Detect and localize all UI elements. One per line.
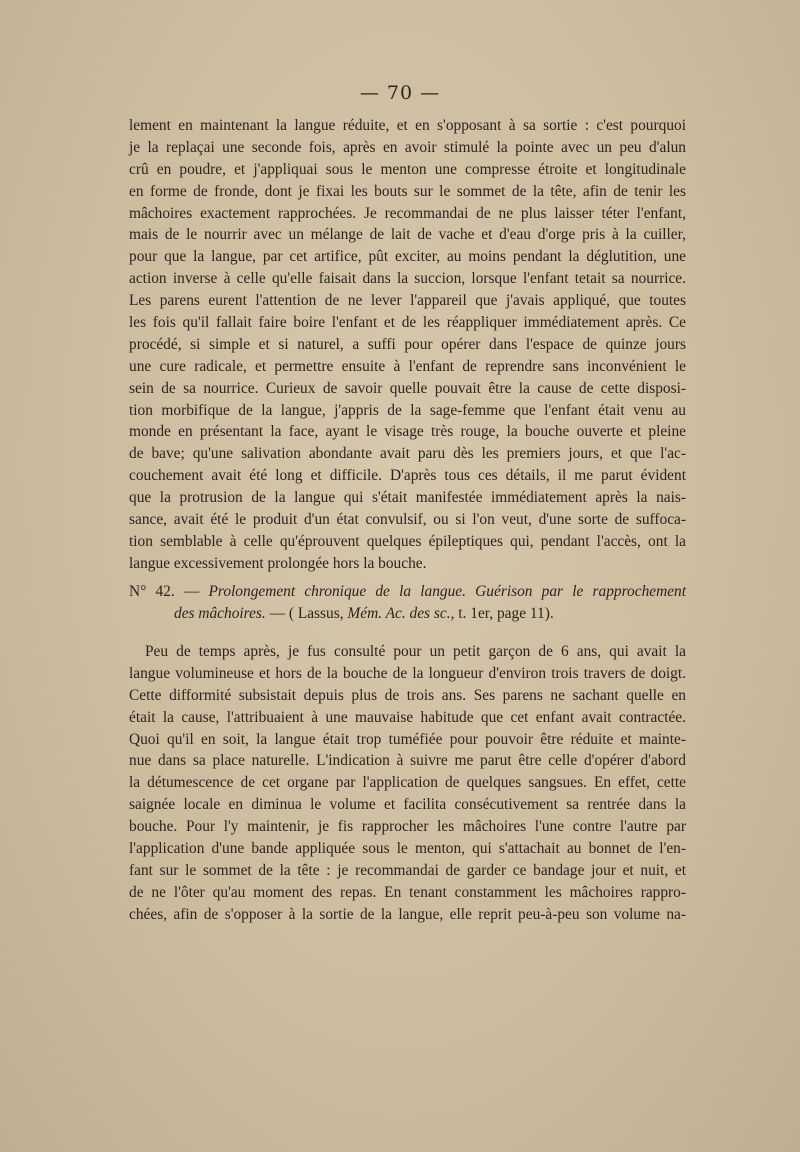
case-title-continued: des mâchoires.	[174, 604, 266, 622]
paragraph-1	[129, 115, 686, 575]
case-title: Prolongement chronique de la langue. Guérison par le rapprochement	[208, 583, 687, 600]
text-line: bouche. Pour l'y maintenir, je fis rapprocher les mâchoires l'une contre l'autre par	[129, 818, 686, 836]
text-line: langue excessivement prolongée hors la bouche.	[129, 554, 427, 572]
reference-journal: Mém. Ac. des sc.	[347, 604, 451, 622]
text-line: chées, afin de s'opposer à la sortie de la langue, elle reprit peu-à-peu son volume na-	[129, 905, 686, 923]
text-line: langue volumineuse et hors de la bouche de la longueur d'environ trois travers de doigt.	[129, 664, 686, 682]
text-line: l'application d'une bande appliquée sous le menton, qui s'attachait au bonnet de l'en-	[129, 840, 686, 858]
paragraph-2	[129, 641, 686, 926]
text-line: lement en maintenant la langue réduite, et en s'opposant à sa sortie : c'est pourquoi	[129, 117, 686, 134]
text-line: mâchoires exactement rapprochées. Je recommandai de ne plus laisser téter l'enfant,	[129, 204, 686, 222]
text-line: les fois qu'il fallait faire boire l'enfant et de les réappliquer immédiatement après. Ce	[129, 314, 686, 332]
text-line: était la cause, l'attribuaient à une mauvaise habitude que cet enfant avait contractée.	[129, 708, 686, 726]
text-line: action inverse à celle qu'elle faisait dans la succion, lorsque l'enfant tetait sa nourrice.	[129, 270, 686, 288]
heading-line-1	[129, 581, 686, 603]
text-line: procédé, si simple et si naturel, a suffi pour opérer dans l'espace de quinze jours	[129, 335, 686, 353]
text-line: Quoi qu'il en soit, la langue était trop tuméfiée pour pouvoir être réduite et mainte-	[129, 730, 686, 748]
text-line: pour que la langue, par cet artifice, pût exciter, au moins pendant la déglutition, une	[129, 248, 686, 266]
text-line: Les parens eurent l'attention de ne lever l'appareil que j'avais appliqué, que toutes	[129, 292, 686, 310]
text-line: de bave; qu'une salivation abondante avait paru dès les premiers jours, et que l'ac-	[129, 445, 686, 463]
text-line: Cette difformité subsistait depuis plus de trois ans. Ses parens ne sachant quelle en	[129, 686, 686, 704]
text-line: saignée locale en diminua le volume et facilita consécutivement sa rentrée dans la	[129, 796, 686, 814]
text-line: tion morbifique de la langue, j'appris de la sage-femme que l'enfant était venu au	[129, 401, 686, 419]
text-line: la détumescence de cet organe par l'application de quelques sangsues. En effet, cette	[129, 774, 686, 792]
reference-open: — ( Lassus,	[265, 604, 348, 622]
text-line: en forme de fronde, dont je fixai les bouts sur le sommet de la tête, afin de tenir les	[129, 182, 686, 200]
text-line: que la protrusion de la langue qui s'était manifestée immédiatement après la nais-	[129, 489, 686, 507]
case-number: N° 42.	[129, 583, 175, 600]
text-line: mais de le nourrir avec un mélange de lait de vache et d'eau d'orge pris à la cuiller,	[129, 226, 686, 244]
text-line: une cure radicale, et permettre ensuite à l'enfant de reprendre sans inconvénient le	[129, 357, 686, 375]
text-line: monde en présentant la face, ayant le visage très rouge, la bouche ouverte et pleine	[129, 423, 686, 441]
page-number: — 70 —	[359, 82, 441, 104]
text-line: fant sur le sommet de la tête : je recommandai de garder ce bandage jour et nuit, et	[129, 861, 686, 879]
text-line: sance, avait été le produit d'un état convulsif, ou si l'on veut, d'une sorte de suffoca-	[129, 511, 686, 529]
text-line: tion semblable à celle qu'éprouvent quelques épileptiques qui, pendant l'accès, ont la	[129, 532, 686, 550]
heading-line-2	[129, 603, 686, 625]
text-line: crû en poudre, et j'appliquai sous le menton une compresse étroite et longitudinale	[129, 160, 686, 178]
heading-dash: —	[174, 583, 209, 600]
text-line: sein de sa nourrice. Curieux de savoir quelle pouvait être la cause de cette disposi-	[129, 379, 686, 397]
case-heading	[129, 581, 686, 625]
text-line: je la replaçai une seconde fois, après en avoir stimulé la pointe avec un peu d'alun	[129, 138, 686, 156]
text-line: nue dans sa place naturelle. L'indication à suivre me parut être celle d'opérer d'abord	[129, 752, 686, 770]
text-line: Peu de temps après, je fus consulté pour un petit garçon de 6 ans, qui avait la	[145, 643, 686, 660]
reference-close: , t. 1er, page 11).	[450, 604, 554, 622]
text-line: couchement avait été long et difficile. D'après tous ces détails, il me parut évident	[129, 467, 686, 485]
text-line: de ne l'ôter qu'au moment des repas. En tenant constamment les mâchoires rappro-	[129, 883, 686, 901]
